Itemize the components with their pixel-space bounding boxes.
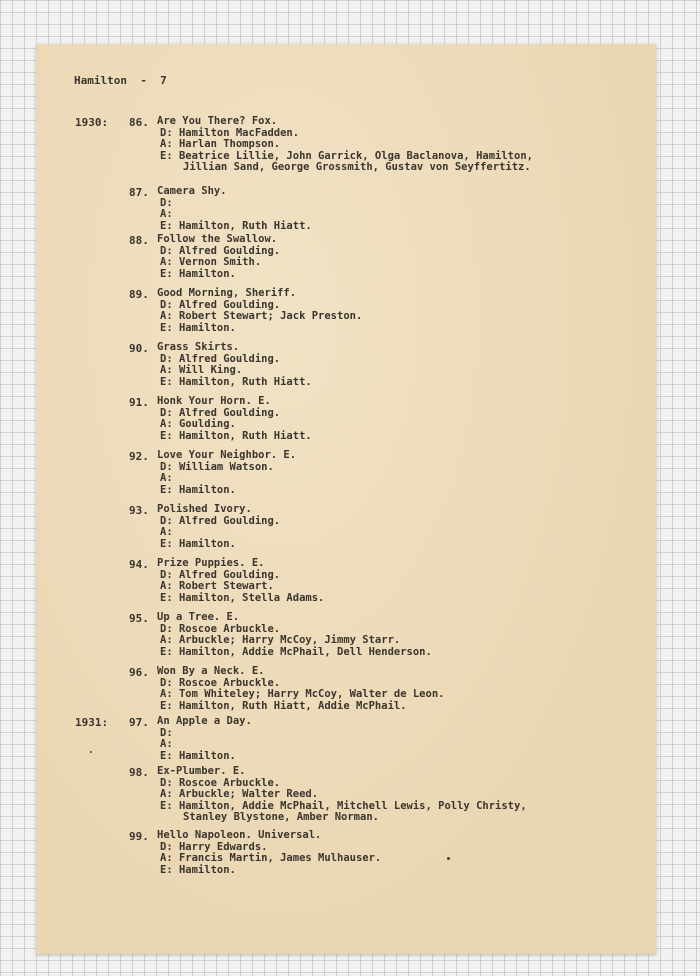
credit-line: D: Harry Edwards. xyxy=(160,840,268,853)
credit-line: E: Hamilton, Ruth Hiatt. xyxy=(160,375,312,388)
credit-line: D: Alfred Goulding. xyxy=(160,244,281,257)
entry-number: 88. xyxy=(129,234,149,247)
entry-number: 93. xyxy=(129,504,149,517)
entry-number: 95. xyxy=(129,612,149,625)
film-title: Polished Ivory. xyxy=(157,503,252,515)
ink-speck xyxy=(90,751,92,753)
credit-line: A: Tom Whiteley; Harry McCoy, Walter de Leon. xyxy=(160,688,445,700)
credit-line: D: Alfred Goulding. xyxy=(160,514,281,527)
entry-number: 89. xyxy=(129,288,149,301)
film-title: An Apple a Day. xyxy=(157,715,252,727)
entry-number: 91. xyxy=(129,396,149,409)
credit-line: E: Beatrice Lillie, John Garrick, Olga Baclanova, Hamilton, xyxy=(160,149,533,162)
credit-line: A: xyxy=(160,526,173,538)
film-title: Prize Puppies. E. xyxy=(157,557,265,569)
credit-line: A: xyxy=(160,472,173,484)
credit-line: A: Harlan Thompson. xyxy=(160,138,281,150)
credit-line: A: Will King. xyxy=(160,364,243,376)
credit-line: A: Goulding. xyxy=(160,418,236,430)
film-title: Honk Your Horn. E. xyxy=(157,395,271,407)
credit-line: E: Hamilton, Addie McPhail, Mitchell Lewis, Polly Christy, xyxy=(160,799,527,812)
year-label: 1930: xyxy=(75,116,109,129)
credit-line: D: Alfred Goulding. xyxy=(160,568,281,581)
film-title: Ex-Plumber. E. xyxy=(157,765,246,777)
credit-line: D: xyxy=(160,726,173,739)
credit-line: D: xyxy=(160,196,173,209)
credit-line: D: Roscoe Arbuckle. xyxy=(160,622,281,635)
film-title: Grass Skirts. xyxy=(157,341,240,353)
entry-number: 94. xyxy=(129,558,149,571)
credit-line: A: xyxy=(160,738,173,750)
entry-number: 86. xyxy=(129,116,149,129)
film-title: Hello Napoleon. Universal. xyxy=(157,829,322,841)
page-header: Hamilton - 7 xyxy=(74,74,167,87)
film-title: Follow the Swallow. xyxy=(157,233,278,245)
credit-line: E: Hamilton. xyxy=(160,863,236,876)
film-title: Up a Tree. E. xyxy=(157,611,240,623)
credit-line: E: Hamilton, Ruth Hiatt. xyxy=(160,219,312,232)
credit-line: D: Roscoe Arbuckle. xyxy=(160,776,281,789)
typed-page xyxy=(36,44,656,954)
credit-line: Stanley Blystone, Amber Norman. xyxy=(183,811,379,823)
credit-line: D: William Watson. xyxy=(160,460,274,473)
film-title: Won By a Neck. E. xyxy=(157,665,265,677)
credit-line: E: Hamilton. xyxy=(160,749,236,762)
credit-line: E: Hamilton. xyxy=(160,483,236,496)
credit-line: E: Hamilton, Stella Adams. xyxy=(160,591,325,604)
credit-line: E: Hamilton, Ruth Hiatt. xyxy=(160,429,312,442)
entry-number: 87. xyxy=(129,186,149,199)
credit-line: A: Arbuckle; Walter Reed. xyxy=(160,788,319,800)
credit-line: A: Vernon Smith. xyxy=(160,256,262,268)
credit-line: D: Alfred Goulding. xyxy=(160,352,281,365)
year-label: 1931: xyxy=(75,716,109,729)
credit-line: E: Hamilton. xyxy=(160,537,236,550)
credit-line: E: Hamilton. xyxy=(160,267,236,280)
film-title: Camera Shy. xyxy=(157,185,227,197)
credit-line: A: Francis Martin, James Mulhauser. xyxy=(160,852,382,864)
entry-number: 98. xyxy=(129,766,149,779)
credit-line: E: Hamilton, Addie McPhail, Dell Henderson. xyxy=(160,645,432,658)
credit-line: A: xyxy=(160,208,173,220)
entry-number: 90. xyxy=(129,342,149,355)
entry-number: 99. xyxy=(129,830,149,843)
credit-line: D: Alfred Goulding. xyxy=(160,298,281,311)
film-title: Love Your Neighbor. E. xyxy=(157,449,297,461)
credit-line: D: Roscoe Arbuckle. xyxy=(160,676,281,689)
film-title: Are You There? Fox. xyxy=(157,115,278,127)
credit-line: A: Robert Stewart; Jack Preston. xyxy=(160,310,363,322)
credit-line: A: Robert Stewart. xyxy=(160,580,274,592)
entry-number: 96. xyxy=(129,666,149,679)
credit-line: D: Alfred Goulding. xyxy=(160,406,281,419)
credit-line: A: Arbuckle; Harry McCoy, Jimmy Starr. xyxy=(160,634,401,646)
film-title: Good Morning, Sheriff. xyxy=(157,287,297,299)
entry-number: 97. xyxy=(129,716,149,729)
ink-speck xyxy=(447,857,450,860)
entry-number: 92. xyxy=(129,450,149,463)
credit-line: Jillian Sand, George Grossmith, Gustav von Seyffertitz. xyxy=(183,161,531,173)
credit-line: E: Hamilton. xyxy=(160,321,236,334)
credit-line: D: Hamilton MacFadden. xyxy=(160,126,300,139)
credit-line: E: Hamilton, Ruth Hiatt, Addie McPhail. xyxy=(160,699,407,712)
